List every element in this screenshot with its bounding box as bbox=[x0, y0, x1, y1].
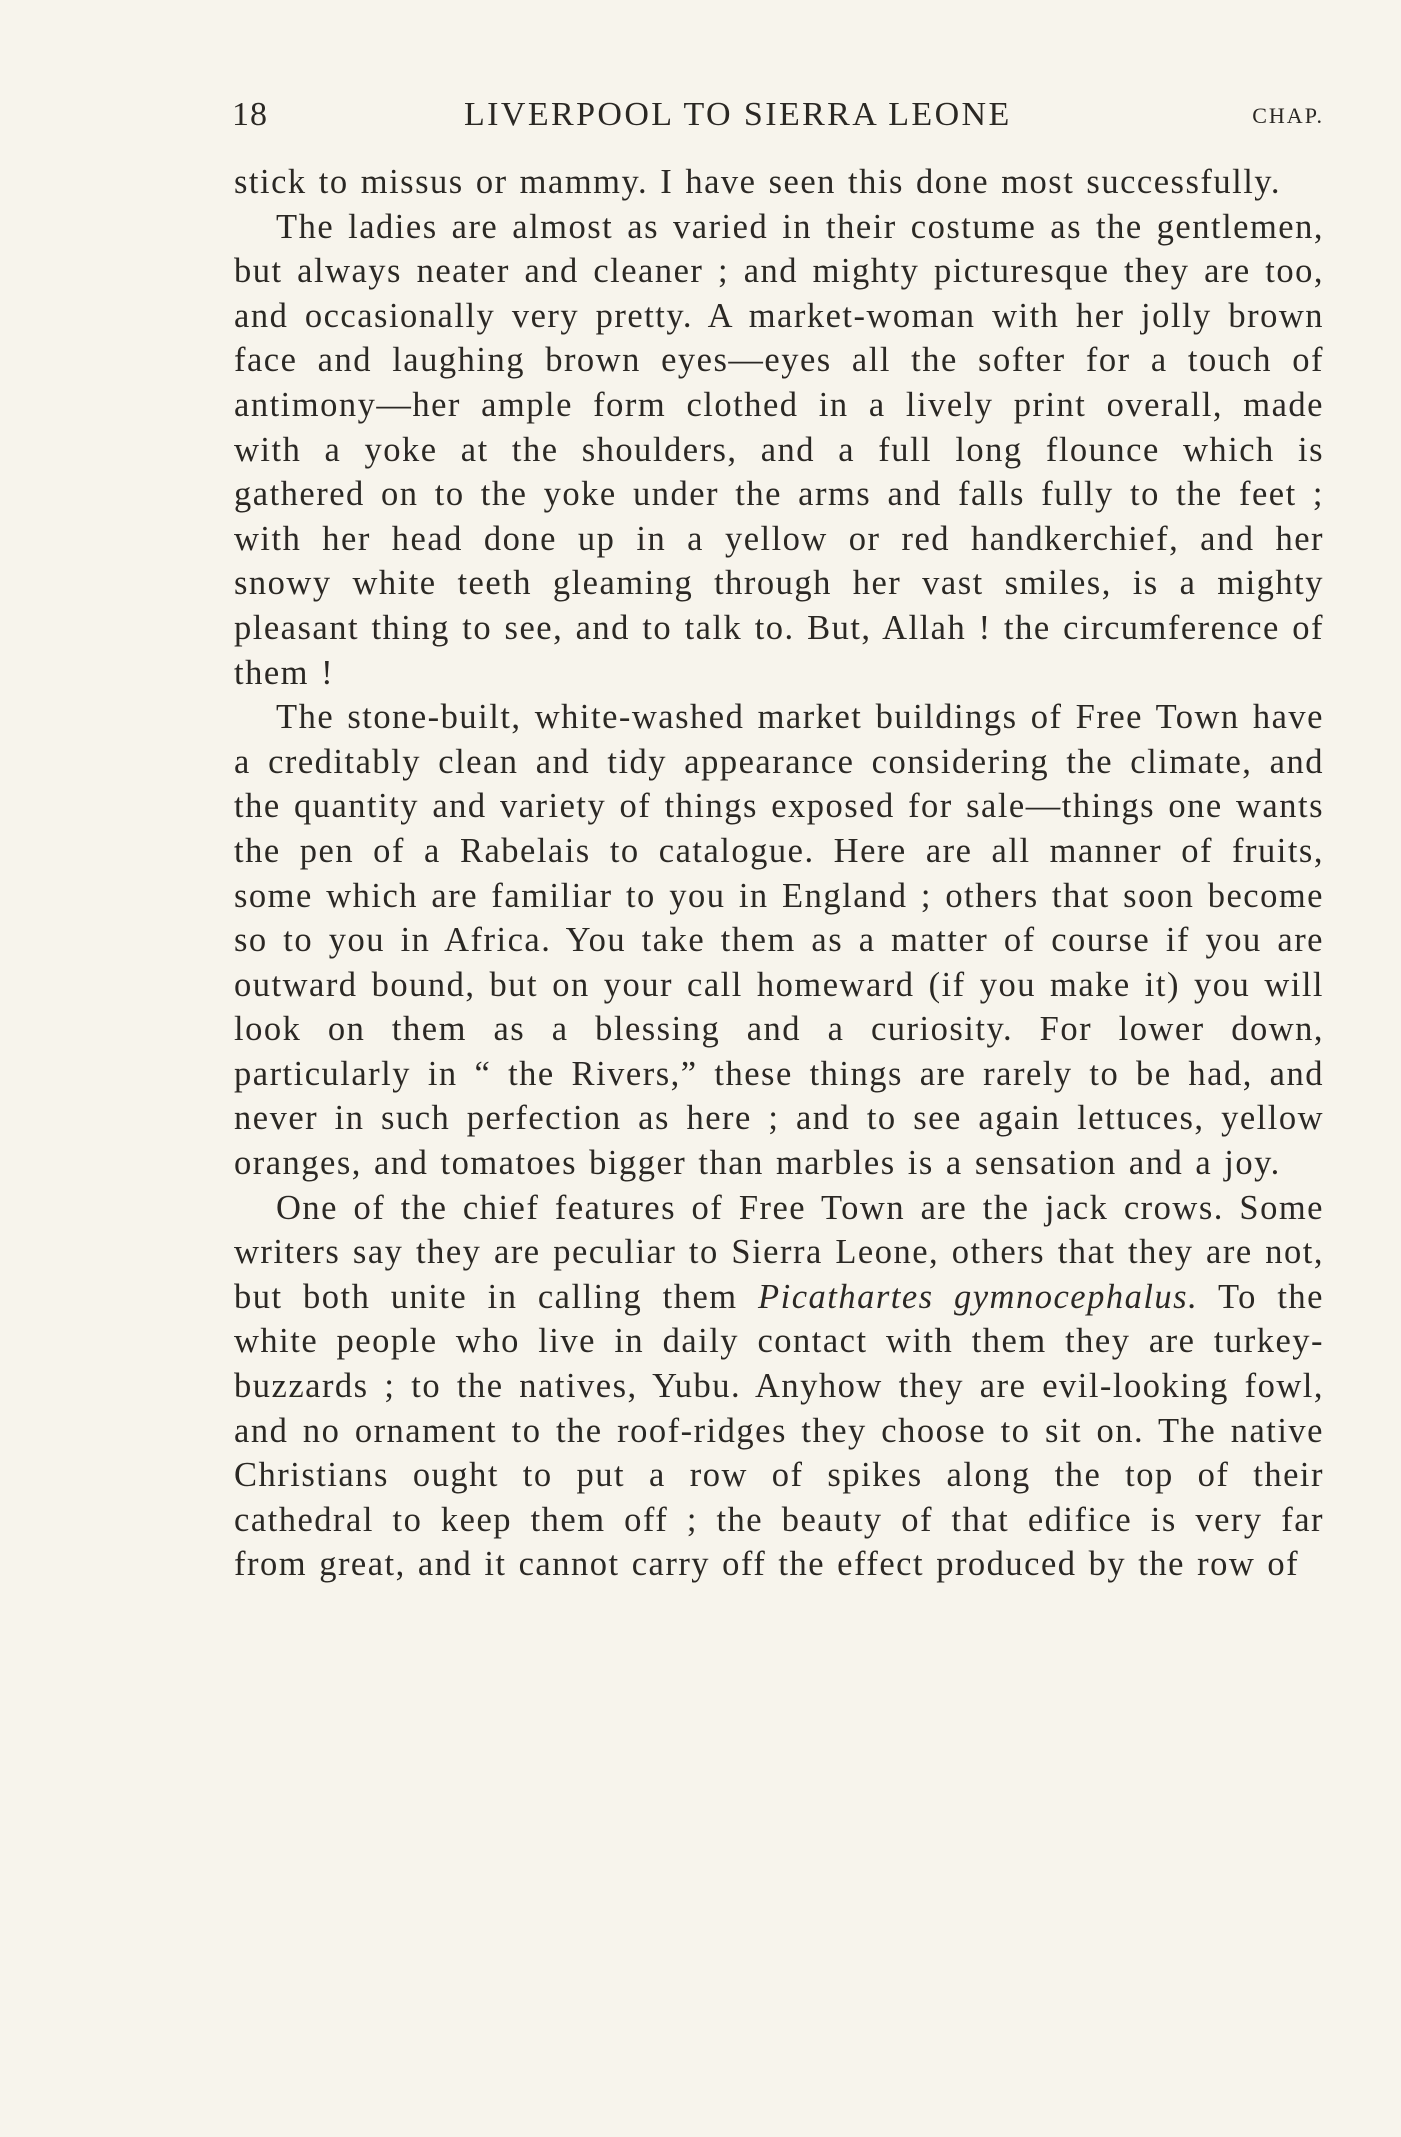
paragraph-continuation: stick to missus or mammy. I have seen this done most successfully. bbox=[234, 163, 1281, 201]
italic-species-name: Picathartes gymnocephalus. bbox=[758, 1277, 1199, 1316]
paragraph-text-after-italic: To the white people who live in daily contact with them they are turkey-buzzards ; to the natives, Yubu. Anyhow they are evil-looking fowl, and no ornament to the roof-ridges they choose to sit on. The native Christians ought to put a row of spikes along the top of their cathedral to keep them off ; the beauty of that edifice is very far from great, and it cannot carry off the effect produced by the row of bbox=[234, 1277, 1324, 1584]
paragraph-market-buildings: The stone-built, white-washed market buildings of Free Town have a creditably clean and tidy appearance considering the climate, and the quantity and variety of things exposed for sale—things one wants the pen of a Rabelais to catalogue. Here are all manner of fruits, some which are familiar to you in England ; others that soon become so to you in Africa. You take them as a matter of course if you are outward bound, but on your call homeward (if you make it) you will look on them as a blessing and a curiosity. For lower down, particularly in “ the Rivers,” these things are rarely to be had, and never in such perfection as here ; and to see again lettuces, yellow oranges, and tomatoes bigger than marbles is a sensation and a joy. bbox=[234, 698, 1324, 1183]
body-text bbox=[234, 160, 1324, 1587]
running-head bbox=[232, 92, 1324, 138]
running-title: LIVERPOOL TO SIERRA LEONE bbox=[464, 96, 1012, 133]
page-number: 18 bbox=[232, 96, 268, 133]
paragraph-text-before-italic: One of the chief features of Free Town are the jack crows. Some writers say they are peculiar to Sierra Leone, others that they are not, but both unite in calling them bbox=[234, 1188, 1324, 1316]
paragraph-ladies-costume: The ladies are almost as varied in their costume as the gentlemen, but always neater and cleaner ; and mighty picturesque they are too, and occasionally very pretty. A market-woman with her jolly brown face and laughing brown eyes—eyes all the softer for a touch of antimony—her ample form clothed in a lively print overall, made with a yoke at the shoulders, and a full long flounce which is gathered on to the yoke under the arms and falls fully to the feet ; with her head done up in a yellow or red handkerchief, and her snowy white teeth gleaming through her vast smiles, is a mighty pleasant thing to see, and to talk to. But, Allah ! the circumference of them ! bbox=[234, 207, 1324, 692]
paragraph-jack-crows bbox=[234, 1186, 1324, 1587]
chapter-label: CHAP. bbox=[1252, 103, 1324, 128]
